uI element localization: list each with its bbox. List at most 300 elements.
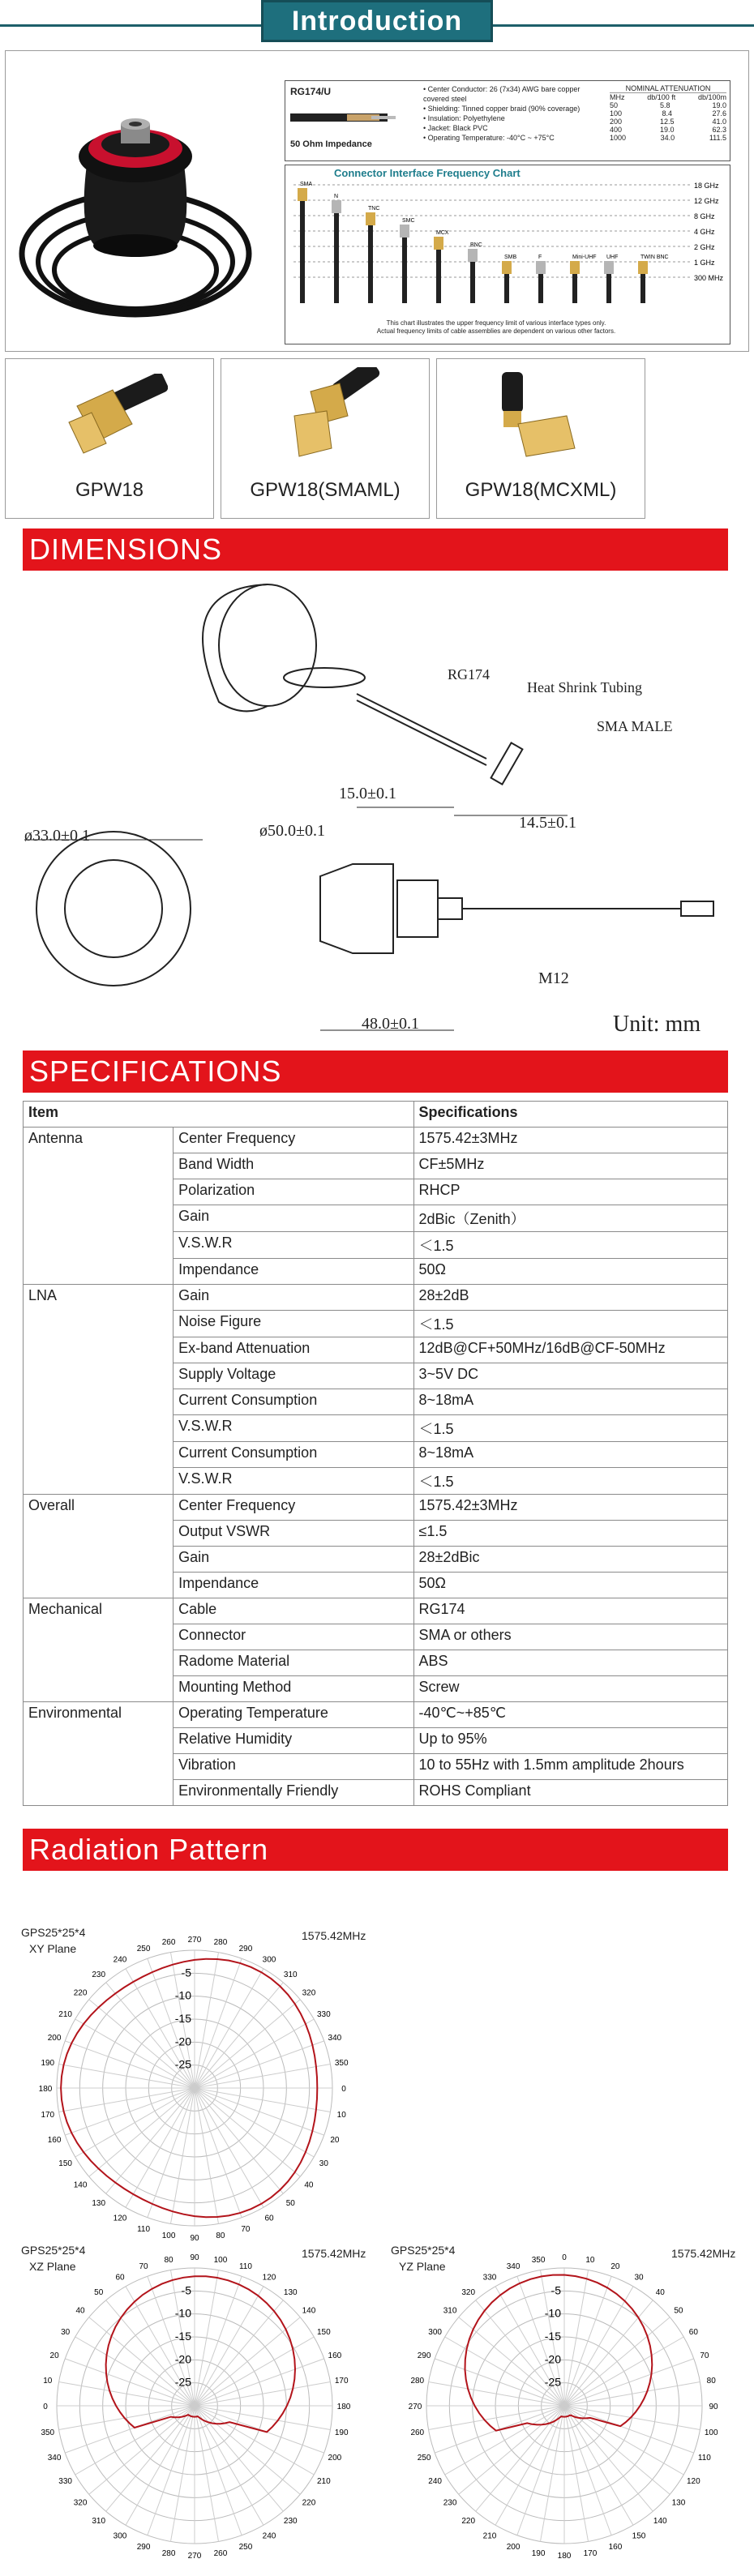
plot-plane: YZ Plane	[399, 2260, 446, 2273]
angle-label: 270	[187, 2552, 202, 2561]
angle-label: 220	[302, 2498, 316, 2508]
angle-label: 260	[213, 2549, 228, 2559]
attenuation-cell: 5.8	[659, 101, 670, 109]
angle-label: 230	[443, 2498, 457, 2508]
ring-label: -5	[551, 2283, 561, 2297]
angle-label: 240	[113, 1955, 127, 1965]
angle-label: 150	[317, 2328, 331, 2337]
connector-label: BNC	[470, 242, 482, 248]
angle-label: 310	[283, 1971, 298, 1980]
spec-value: ＜1.5	[413, 1232, 727, 1259]
cable-spec-line: • Operating Temperature: -40°C ~ +75°C	[423, 134, 555, 142]
ring-label: -5	[181, 1966, 191, 1979]
spec-value: 50Ω	[413, 1573, 727, 1598]
angle-label: 10	[585, 2255, 595, 2265]
connector-label: TWIN BNC	[640, 255, 669, 260]
frequency-label: 1 GHz	[694, 259, 715, 267]
header-spec: Specifications	[413, 1102, 727, 1128]
angle-label: 180	[557, 2552, 572, 2561]
angle-label: 320	[461, 2288, 476, 2298]
angle-label: 280	[410, 2377, 425, 2386]
angle-label: 30	[634, 2273, 644, 2283]
connector-head	[400, 225, 409, 237]
connector-label: TNC	[368, 206, 380, 212]
spec-param: Impendance	[174, 1573, 413, 1598]
spec-value: Screw	[413, 1676, 727, 1702]
angle-label: 220	[461, 2516, 476, 2526]
angle-label: 230	[92, 1971, 106, 1980]
ring-label: -15	[544, 2330, 561, 2343]
spec-param: Radome Material	[174, 1650, 413, 1676]
angle-label: 50	[285, 2198, 295, 2208]
radiation-title: Radiation Pattern	[23, 1829, 728, 1871]
spec-table	[23, 1101, 728, 1806]
angle-label: 190	[531, 2549, 546, 2559]
angle-label: 300	[262, 1955, 276, 1965]
plot-frequency: 1575.42MHz	[302, 1929, 366, 1942]
attenuation-col: db/100 ft	[647, 93, 676, 101]
angle-label: 110	[238, 2262, 252, 2272]
specifications-title: SPECIFICATIONS	[23, 1051, 728, 1093]
heat-shrink-callout: Heat Shrink Tubing	[527, 679, 643, 695]
angle-label: 330	[58, 2477, 72, 2486]
angle-label: 290	[238, 1945, 253, 1954]
variant-tile[interactable]	[221, 358, 430, 519]
spec-value: 1575.42±3MHz	[413, 1128, 727, 1153]
variant-label: GPW18(SMAML)	[250, 479, 401, 501]
attenuation-cell: 400	[610, 126, 623, 134]
angle-label: 20	[330, 2135, 340, 2145]
connector-label: SMB	[504, 255, 517, 260]
attenuation-col: db/100m	[697, 93, 726, 101]
ring-label: -5	[181, 2283, 191, 2297]
angle-label: 190	[334, 2428, 349, 2437]
angle-label: 330	[317, 2010, 331, 2019]
spec-value: RG174	[413, 1598, 727, 1624]
ring-label: -25	[174, 2375, 191, 2389]
table-row	[24, 1598, 728, 1624]
attenuation-row	[610, 126, 726, 134]
plot-plane: XZ Plane	[29, 2260, 76, 2273]
ring-label: -25	[544, 2375, 561, 2389]
ring-label: -10	[174, 1988, 191, 2002]
attenuation-cell: 19.0	[659, 126, 675, 134]
angle-label: 160	[328, 2351, 342, 2361]
connector-chart	[285, 165, 730, 344]
angle-label: 60	[688, 2328, 698, 2337]
spec-table-body	[24, 1128, 728, 1806]
angle-label: 40	[75, 2306, 85, 2316]
attenuation-cell: 12.5	[659, 118, 675, 126]
angle-label: 110	[697, 2453, 711, 2463]
variant-tile[interactable]	[436, 358, 645, 519]
connector-head	[604, 261, 614, 274]
angle-label: 70	[700, 2351, 709, 2361]
angle-label: 240	[262, 2531, 276, 2541]
angle-label: 320	[73, 2498, 88, 2508]
cable-spec-line: • Center Conductor: 26 (7x34) AWG bare copper covered steel	[423, 85, 580, 103]
attenuation-row	[610, 101, 726, 109]
attenuation-row	[610, 134, 726, 142]
spec-param: Polarization	[174, 1179, 413, 1205]
spec-table-wrap	[23, 1101, 728, 1806]
cable-callout: RG174	[448, 666, 491, 683]
angle-label: 190	[41, 2059, 55, 2069]
angle-label: 250	[417, 2453, 431, 2463]
angle-label: 170	[583, 2549, 598, 2559]
cable-cross-section	[290, 104, 412, 133]
attenuation-header	[610, 93, 726, 101]
cable-name: RG174/U	[290, 86, 332, 97]
angle-label: 150	[58, 2159, 72, 2168]
attenuation-rows	[610, 101, 726, 142]
angle-label: 10	[336, 2110, 346, 2120]
spec-group: LNA	[24, 1285, 174, 1495]
spec-value: ＜1.5	[413, 1311, 727, 1337]
angle-label: 60	[115, 2273, 125, 2283]
dim-outer-diameter: ø50.0±0.1	[259, 822, 325, 840]
frequency-label: 300 MHz	[694, 274, 724, 282]
angle-label: 70	[241, 2224, 251, 2234]
connector-label: UHF	[606, 255, 619, 260]
angle-label: 90	[190, 2234, 199, 2243]
angle-label: 280	[213, 1937, 228, 1947]
dim-top: 15.0±0.1	[339, 785, 396, 802]
connector-head	[502, 261, 512, 274]
plot-model: GPS25*25*4	[391, 2244, 456, 2257]
table-row	[24, 1702, 728, 1728]
angle-label: 150	[632, 2531, 646, 2541]
angle-label: 250	[136, 1945, 151, 1954]
angle-label: 120	[113, 2214, 127, 2223]
frequency-label: 18 GHz	[694, 182, 719, 190]
spec-value: ＜1.5	[413, 1468, 727, 1495]
dimension-drawing	[0, 572, 754, 1059]
spec-param: Relative Humidity	[174, 1728, 413, 1754]
ring-label: -20	[174, 2352, 191, 2366]
angle-label: 0	[562, 2253, 567, 2262]
variant-label: GPW18(MCXML)	[465, 479, 617, 501]
spec-value: 28±2dB	[413, 1285, 727, 1311]
header-item: Item	[24, 1102, 414, 1128]
table-row	[24, 1128, 728, 1153]
connector-note: This chart illustrates the upper frequency limit of various interface types only.	[386, 319, 606, 327]
sma-right-angle-image	[270, 367, 383, 464]
attenuation-row	[610, 109, 726, 118]
product-panel	[5, 50, 749, 352]
angle-label: 100	[213, 2255, 228, 2265]
spec-param: Current Consumption	[174, 1442, 413, 1468]
angle-label: 170	[41, 2110, 55, 2120]
spec-param: V.S.W.R	[174, 1415, 413, 1442]
angle-label: 0	[43, 2403, 48, 2411]
connector-head	[468, 249, 478, 262]
angle-label: 50	[94, 2288, 104, 2298]
angle-label: 80	[216, 2232, 225, 2241]
spec-value: Up to 95%	[413, 1728, 727, 1754]
connector-head	[434, 237, 443, 250]
angle-label: 110	[137, 2224, 151, 2234]
angle-label: 70	[139, 2262, 148, 2272]
angle-label: 160	[608, 2542, 623, 2552]
spec-param: Environmentally Friendly	[174, 1780, 413, 1806]
angle-label: 100	[704, 2428, 718, 2437]
spec-group: Overall	[24, 1495, 174, 1598]
angle-label: 200	[328, 2453, 342, 2463]
angle-label: 40	[304, 2180, 314, 2190]
spec-group: Environmental	[24, 1702, 174, 1806]
spec-value: 2dBic（Zenith）	[413, 1205, 727, 1232]
angle-label: 310	[92, 2516, 106, 2526]
angle-label: 90	[709, 2403, 718, 2411]
angle-label: 130	[671, 2498, 686, 2508]
spec-param: Center Frequency	[174, 1128, 413, 1153]
spec-value: 8~18mA	[413, 1442, 727, 1468]
angle-label: 140	[302, 2306, 316, 2316]
angle-label: 140	[653, 2516, 667, 2526]
spec-param: Connector	[174, 1624, 413, 1650]
angle-label: 310	[443, 2306, 457, 2316]
spec-param: Supply Voltage	[174, 1363, 413, 1389]
spec-group: Antenna	[24, 1128, 174, 1285]
spec-param: Current Consumption	[174, 1389, 413, 1415]
connector-cable	[334, 200, 339, 303]
cable-spec-line: • Shielding: Tinned copper braid (90% coverage)	[423, 105, 580, 113]
spec-param: Center Frequency	[174, 1495, 413, 1521]
attenuation-cell: 111.5	[709, 134, 726, 142]
sma-connector-image	[54, 374, 168, 463]
spec-param: Gain	[174, 1285, 413, 1311]
connector-cable	[300, 188, 305, 303]
plot-frequency: 1575.42MHz	[302, 2247, 366, 2260]
spec-value: ≤1.5	[413, 1521, 727, 1547]
spec-value: -40℃~+85℃	[413, 1702, 727, 1728]
angle-label: 330	[482, 2273, 497, 2283]
unit-label: Unit: mm	[613, 1012, 701, 1037]
angle-label: 210	[482, 2531, 497, 2541]
spec-value: ＜1.5	[413, 1415, 727, 1442]
angle-label: 200	[47, 2034, 62, 2043]
angle-label: 20	[610, 2262, 620, 2272]
spec-param: Mounting Method	[174, 1676, 413, 1702]
angle-label: 270	[408, 2403, 422, 2411]
plot-model: GPS25*25*4	[21, 1926, 86, 1939]
intro-title: Introduction	[261, 0, 493, 42]
spec-value: RHCP	[413, 1179, 727, 1205]
angle-label: 320	[302, 1988, 316, 1998]
spec-value: 10 to 55Hz with 1.5mm amplitude 2hours	[413, 1754, 727, 1780]
radiation-plot	[386, 2219, 743, 2576]
angle-label: 210	[58, 2010, 72, 2019]
angle-label: 340	[506, 2262, 521, 2272]
connector-label: N	[334, 194, 339, 199]
angle-label: 290	[136, 2542, 151, 2552]
spec-value: 8~18mA	[413, 1389, 727, 1415]
spec-param: Impendance	[174, 1259, 413, 1285]
connector-label: SMA	[300, 182, 313, 187]
angle-label: 260	[410, 2428, 425, 2437]
angle-label: 160	[47, 2135, 62, 2145]
attenuation-cell: 41.0	[712, 118, 726, 126]
angle-label: 100	[161, 2232, 176, 2241]
attenuation-table	[610, 84, 726, 142]
connector-note: Actual frequency limits of cable assemblies are dependent on various other factors.	[376, 327, 616, 335]
ring-label: -10	[544, 2306, 561, 2320]
spec-param: Gain	[174, 1547, 413, 1573]
angle-label: 200	[506, 2542, 521, 2552]
attenuation-cell: 1000	[610, 134, 627, 142]
angle-label: 180	[38, 2085, 53, 2094]
spec-param: Ex-band Attenuation	[174, 1337, 413, 1363]
angle-label: 240	[428, 2477, 442, 2486]
ring-label: -20	[544, 2352, 561, 2366]
angle-label: 210	[317, 2477, 331, 2486]
angle-label: 50	[674, 2306, 683, 2316]
table-row	[24, 1495, 728, 1521]
angle-label: 120	[262, 2273, 276, 2283]
angle-label: 0	[341, 2085, 346, 2094]
angle-label: 250	[238, 2542, 253, 2552]
spec-param: Gain	[174, 1205, 413, 1232]
spec-value: 50Ω	[413, 1259, 727, 1285]
angle-label: 80	[706, 2377, 716, 2386]
spec-value: CF±5MHz	[413, 1153, 727, 1179]
connector-head	[536, 261, 546, 274]
angle-label: 280	[161, 2549, 176, 2559]
angle-label: 140	[73, 2180, 88, 2190]
angle-label: 340	[328, 2034, 342, 2043]
angle-label: 130	[283, 2288, 298, 2298]
angle-label: 130	[92, 2198, 106, 2208]
angle-label: 300	[113, 2531, 127, 2541]
angle-label: 220	[73, 1988, 88, 1998]
plot-plane: XY Plane	[29, 1942, 77, 1955]
angle-label: 230	[283, 2516, 298, 2526]
connector-label: Mini-UHF	[572, 255, 597, 260]
angle-label: 350	[334, 2059, 349, 2069]
connector-head	[298, 188, 307, 201]
attenuation-cell: 50	[610, 101, 619, 109]
spec-param: Band Width	[174, 1153, 413, 1179]
cable-impedance: 50 Ohm Impedance	[290, 139, 372, 149]
plot-model: GPS25*25*4	[21, 2244, 86, 2257]
angle-label: 40	[655, 2288, 665, 2298]
spec-value: ROHS Compliant	[413, 1780, 727, 1806]
spec-param: V.S.W.R	[174, 1232, 413, 1259]
angle-label: 30	[319, 2159, 328, 2168]
connector-head	[366, 212, 375, 225]
antenna-photo	[14, 67, 265, 335]
mcx-right-angle-image	[486, 367, 599, 464]
cable-spec-list	[423, 84, 593, 143]
spec-param: V.S.W.R	[174, 1468, 413, 1495]
spec-value: SMA or others	[413, 1624, 727, 1650]
cable-spec-line: • Insulation: Polyethylene	[423, 114, 505, 122]
connector-chart-title: Connector Interface Frequency Chart	[334, 167, 521, 179]
ring-label: -10	[174, 2306, 191, 2320]
spec-value: ABS	[413, 1650, 727, 1676]
angle-label: 60	[264, 2214, 274, 2223]
connector-label: MCX	[436, 230, 449, 236]
attenuation-cell: 62.3	[712, 126, 726, 134]
spec-value: 12dB@CF+50MHz/16dB@CF-50MHz	[413, 1337, 727, 1363]
angle-label: 170	[334, 2377, 349, 2386]
angle-label: 20	[49, 2351, 59, 2361]
table-row	[24, 1285, 728, 1311]
attenuation-cell: 19.0	[712, 101, 726, 109]
angle-label: 180	[336, 2403, 351, 2411]
dim-bottom: 48.0±0.1	[362, 1015, 419, 1033]
angle-label: 90	[190, 2253, 199, 2262]
attenuation-cell: 200	[610, 118, 623, 126]
connector-label: SMC	[402, 218, 415, 224]
cable-spec-box	[285, 80, 730, 161]
spec-param: Output VSWR	[174, 1521, 413, 1547]
ring-label: -25	[174, 2057, 191, 2071]
spec-param: Noise Figure	[174, 1311, 413, 1337]
frequency-label: 12 GHz	[694, 197, 719, 205]
cable-spec-line: • Jacket: Black PVC	[423, 124, 488, 132]
ring-label: -15	[174, 2012, 191, 2025]
spec-param: Vibration	[174, 1754, 413, 1780]
attenuation-col: MHz	[610, 93, 625, 101]
angle-label: 340	[47, 2453, 62, 2463]
spec-group: Mechanical	[24, 1598, 174, 1702]
spec-value: 3~5V DC	[413, 1363, 727, 1389]
sma-male-callout: SMA MALE	[597, 718, 673, 734]
plot-frequency: 1575.42MHz	[671, 2247, 736, 2260]
attenuation-cell: 100	[610, 109, 623, 118]
variant-label: GPW18	[75, 479, 144, 501]
angle-label: 300	[428, 2328, 442, 2337]
angle-label: 270	[187, 1936, 202, 1945]
attenuation-cell: 34.0	[660, 134, 675, 142]
table-header-row	[24, 1102, 728, 1128]
pattern-curve	[106, 2273, 295, 2432]
angle-label: 260	[161, 1937, 176, 1947]
angle-label: 290	[417, 2351, 431, 2361]
attenuation-row	[610, 118, 726, 126]
angle-label: 350	[41, 2428, 55, 2437]
intro-header	[0, 0, 754, 42]
ring-label: -20	[174, 2035, 191, 2048]
radiation-plot	[16, 2219, 373, 2576]
frequency-label: 2 GHz	[694, 243, 715, 251]
ring-label: -15	[174, 2330, 191, 2343]
spec-value: 1575.42±3MHz	[413, 1495, 727, 1521]
spec-param: Cable	[174, 1598, 413, 1624]
attenuation-cell: 27.6	[712, 109, 726, 118]
connector-chart-notes	[334, 319, 658, 336]
connector-head	[638, 261, 648, 274]
dim-thread: M12	[538, 969, 569, 987]
connector-head	[332, 200, 341, 213]
dimensions-title: DIMENSIONS	[23, 528, 728, 571]
attenuation-cell: 8.4	[662, 109, 672, 118]
dim-left-diameter: ø33.0±0.1	[24, 827, 90, 845]
angle-label: 350	[531, 2255, 546, 2265]
variant-tile[interactable]	[5, 358, 214, 519]
radiation-plot	[16, 1902, 373, 2258]
dim-right: 14.5±0.1	[519, 814, 576, 832]
connector-cable	[368, 212, 373, 303]
angle-label: 120	[687, 2477, 700, 2486]
attenuation-title: NOMINAL ATTENUATION	[610, 84, 726, 93]
angle-label: 30	[61, 2328, 71, 2337]
frequency-label: 4 GHz	[694, 228, 715, 236]
spec-value: 28±2dBic	[413, 1547, 727, 1573]
connector-label: F	[538, 255, 542, 260]
